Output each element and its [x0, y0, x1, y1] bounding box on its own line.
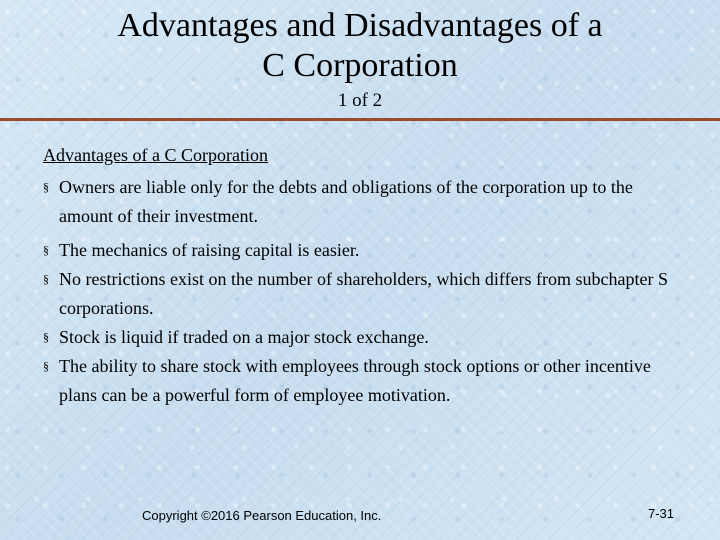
bullet-text: Owners are liable only for the debts and obligations of the corporation up to the amount of their investment.	[59, 177, 633, 226]
bullet-icon: §	[43, 359, 49, 373]
bullet-icon: §	[43, 330, 49, 344]
list-item	[43, 323, 683, 352]
slide-content	[43, 143, 683, 410]
slide-title-line-1: Advantages and Disadvantages of a	[117, 7, 603, 44]
list-item	[43, 265, 683, 323]
title-divider	[0, 118, 720, 121]
footer-copyright: Copyright ©2016 Pearson Education, Inc.	[142, 508, 382, 523]
page-number: 7-31	[648, 506, 675, 521]
list-item	[43, 236, 683, 265]
bullet-icon: §	[43, 180, 49, 194]
slide-title-line-2: C Corporation	[262, 47, 458, 84]
bullet-text: The mechanics of raising capital is easier.	[59, 240, 360, 260]
bullet-icon: §	[43, 272, 49, 286]
list-item	[43, 173, 683, 231]
bullet-text: The ability to share stock with employees through stock options or other incentive plans can be a powerful form of employee motivation.	[59, 356, 651, 405]
slide-title	[0, 6, 720, 86]
section-heading: Advantages of a C Corporation	[43, 145, 268, 165]
slide-subtitle: 1 of 2	[337, 90, 383, 111]
bullet-list	[43, 173, 683, 410]
bullet-icon: §	[43, 243, 49, 257]
bullet-text: Stock is liquid if traded on a major stock exchange.	[59, 327, 429, 347]
list-item	[43, 352, 683, 410]
bullet-text: No restrictions exist on the number of shareholders, which differs from subchapter S corporations.	[59, 269, 669, 318]
